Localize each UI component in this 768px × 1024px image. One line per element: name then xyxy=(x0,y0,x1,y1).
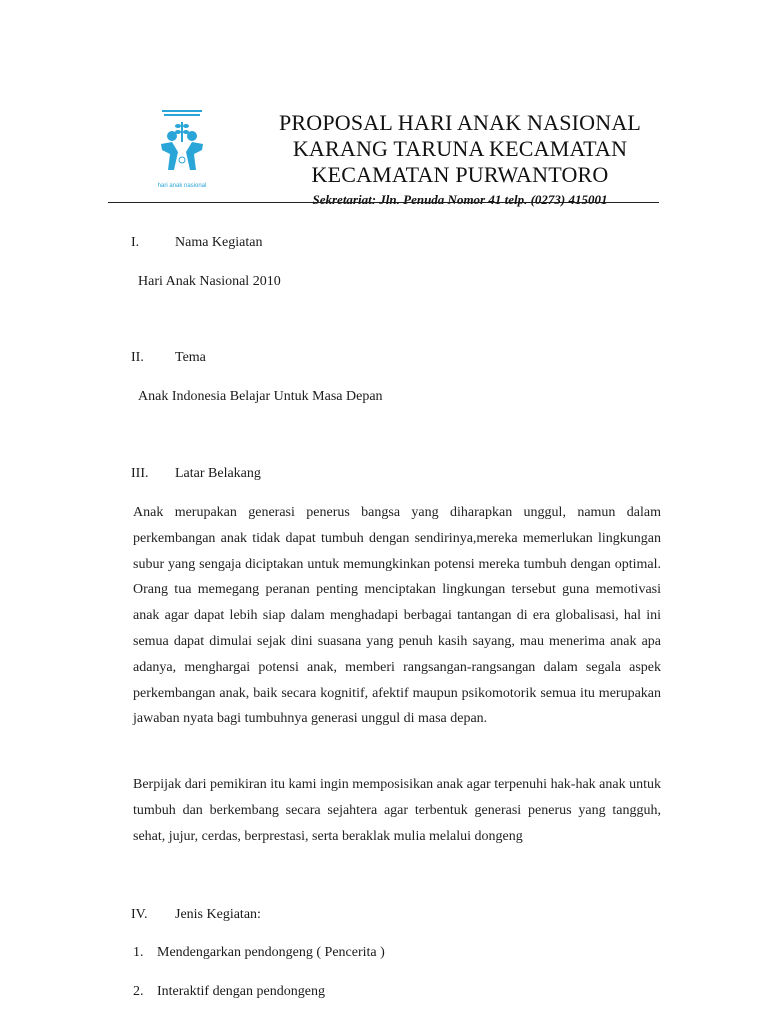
list-item-1-text: Mendengarkan pendongeng ( Pencerita ) xyxy=(157,945,385,960)
section-1-number: I. xyxy=(131,235,140,250)
section-3-paragraph-1: Anak merupakan generasi penerus bangsa yang diharapkan unggul, namun dalam perkembangan anak tidak dapat tumbuh dengan sendirinya,mereka memerlukan lingkungan subur yang sengaja diciptakan untuk memungkinkan potensi mereka tumbuh dengan optimal. Orang tua memegang peranan penting menciptakan lingkungan tersebut guna memotivasi anak agar dapat lebih siap dalam menghadapi berbagai tantangan di era globalisasi, hal ini semua dapat dimulai sejak dini suasana yang penuh kasih sayang, mau menerima anak apa adanya, menghargai potensi anak, memberi rangsangan-rangsangan dalam segala aspek perkembangan anak, baik secara kognitif, afektif maupun psikomotorik semua itu merupakan jawaban nyata bagi tumbuhnya generasi unggul di masa depan. xyxy=(133,505,661,727)
list-item-2-text: Interaktif dengan pendongeng xyxy=(157,984,325,999)
title-line-3: KECAMATAN PURWANTORO xyxy=(311,162,609,187)
list-item-1-number: 1. xyxy=(133,945,144,960)
list-item-2-number: 2. xyxy=(133,984,144,999)
section-2-content: Anak Indonesia Belajar Untuk Masa Depan xyxy=(138,389,383,404)
section-3-title: Latar Belakang xyxy=(175,466,261,481)
section-3-paragraph-2: Berpijak dari pemikiran itu kami ingin memposisikan anak agar terpenuhi hak-hak anak untuk tumbuh dan berkembang secara sejahtera agar terbentuk generasi penerus yang tangguh, sehat, jujur, cerdas, berprestasi, serta beraklak mulia melalui dongeng xyxy=(133,777,661,844)
section-1-content: Hari Anak Nasional 2010 xyxy=(138,274,281,289)
section-1-title: Nama Kegiatan xyxy=(175,235,263,250)
hari-anak-nasional-logo xyxy=(158,108,206,192)
title-line-2: KARANG TARUNA KECAMATAN xyxy=(292,136,628,161)
header-title-block xyxy=(240,110,680,208)
svg-text:hari anak nasional: hari anak nasional xyxy=(158,183,206,189)
header-divider xyxy=(108,202,659,203)
section-2-number: II. xyxy=(131,350,144,365)
secretariat-address: Sekretariat: Jln. Penuda Nomor 41 telp. (0273) 415001 xyxy=(312,192,608,207)
section-3-number: III. xyxy=(131,466,149,481)
section-4-title: Jenis Kegiatan: xyxy=(175,907,261,922)
section-4-number: IV. xyxy=(131,907,148,922)
title-line-1: PROPOSAL HARI ANAK NASIONAL xyxy=(278,110,642,135)
section-2-title: Tema xyxy=(175,350,206,365)
